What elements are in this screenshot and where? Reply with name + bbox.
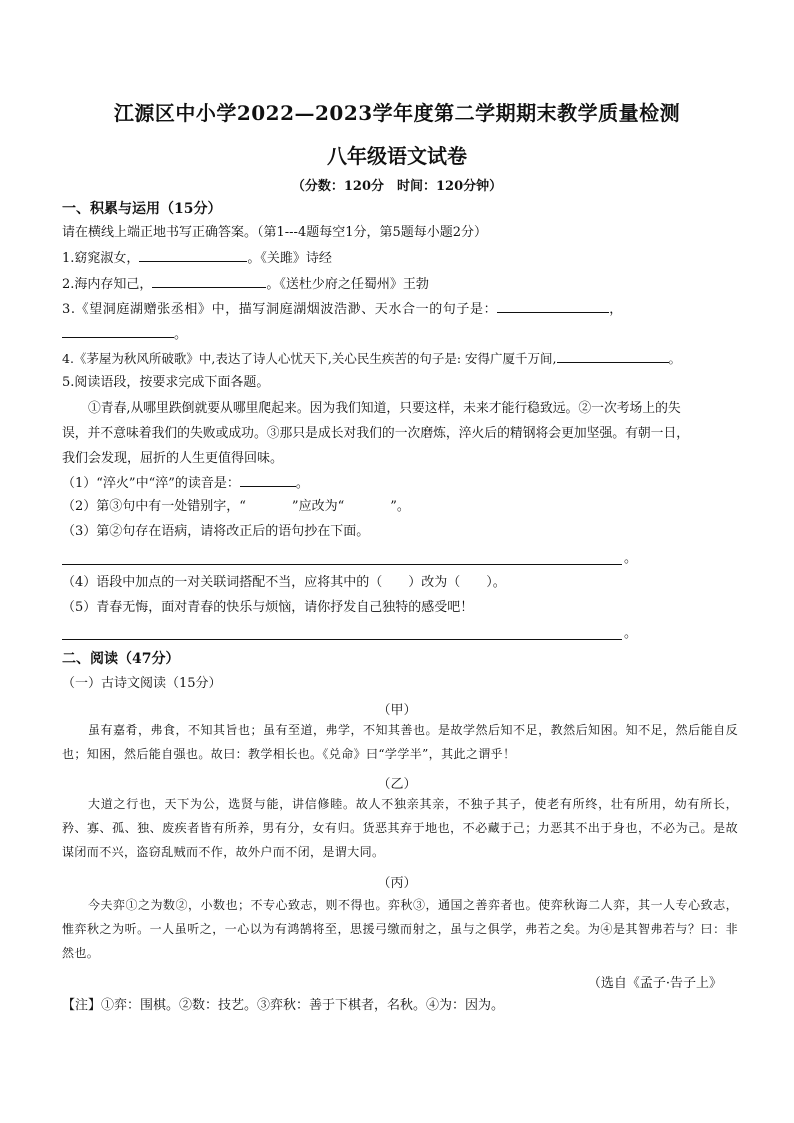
q3-answer-blank-2[interactable] <box>62 325 174 338</box>
q2-answer-blank[interactable] <box>152 275 266 288</box>
s2-prompt: （2）第③句中有一处错别字，“ <box>62 499 246 514</box>
part2-heading: 二、阅读（47分） <box>62 651 180 667</box>
passage-jia-label: （甲） <box>377 703 417 718</box>
question-4 <box>62 350 681 368</box>
question-5: 5.阅读语段，按要求完成下面各题。 <box>62 375 270 390</box>
passage-line-3: 我们会发现，屈折的人生更值得回味。 <box>62 451 284 466</box>
part1-instruction: 请在横线上端正地书写正确答案。（第1---4题每空1分，第5题每小题2分） <box>62 225 488 240</box>
q2-source: 。《送杜少府之任蜀州》王勃 <box>266 277 429 292</box>
q4-answer-blank[interactable] <box>557 350 669 363</box>
passage-line-1: ①青春,从哪里跌倒就要从哪里爬起来。因为我们知道，只要这样，未来才能行稳致远。②一次考场上的失 <box>88 401 681 416</box>
s1-answer-blank[interactable] <box>240 474 296 487</box>
question-3-cont <box>62 325 187 344</box>
s2-mid: ”应改为“ <box>291 499 345 514</box>
subq-1 <box>62 474 309 493</box>
subq-5: （5）青春无悔，面对青春的快乐与烦恼，请你抒发自己独特的感受吧！ <box>62 600 474 615</box>
question-1 <box>62 249 332 268</box>
passage-yi-label: （乙） <box>377 777 417 792</box>
question-3 <box>62 300 623 319</box>
answer-line-2[interactable] <box>62 639 622 640</box>
q1-source: 。《关雎》诗经 <box>247 251 332 266</box>
q1-prompt: 1.窈窕淑女， <box>62 251 140 266</box>
exam-title: 江源区中小学2022—2023学年度第二学期期末教学质量检测 <box>113 101 681 125</box>
answer-line-2-period: 。 <box>624 626 638 641</box>
q4-period: 。 <box>668 351 682 366</box>
passage-bing-text: 今夫弈①之为数②，小数也；不专心致志，则不得也。弈秋③，通国之善弈者也。使弈秋诲二人弈，其一人专心致志，惟弈秋之为听。一人虽听之，一心以为有鸿鹄将至，思援弓缴而射之，虽与之俱学，弗若之矣。为④是其智弗若与？曰：非然也。 <box>62 898 738 960</box>
subq-3: （3）第②句存在语病，请将改正后的语句抄在下面。 <box>62 524 370 539</box>
exam-subtitle: 八年级语文试卷 <box>327 144 467 168</box>
passage-yi-text: 大道之行也，天下为公，选贤与能，讲信修睦。故人不独亲其亲，不独子其子，使老有所终，壮有所用，幼有所长，矜、寡、孤、独、废疾者皆有所养，男有分，女有归。货恶其弃于地也，不必藏于己；力恶其不出于身也，不必为己。是故谋闭而不兴，盗窃乱贼而不作，故外户而不闭，是谓大同。 <box>62 797 738 859</box>
passage-bing-label: （丙） <box>377 876 417 891</box>
s2-end: ”。 <box>390 499 410 514</box>
s1-period: 。 <box>295 476 309 491</box>
q4-prompt: 4.《茅屋为秋风所破歌》中,表达了诗人心忧天下,关心民生疾苦的句子是: 安得广厦千万间, <box>62 351 557 366</box>
passage-source: （选自《孟子·告子上》 <box>587 976 722 991</box>
answer-line-1-period: 。 <box>624 551 638 566</box>
q3-answer-blank-1[interactable] <box>497 300 609 313</box>
q3-comma: ， <box>609 302 623 317</box>
question-2 <box>62 275 429 294</box>
q1-answer-blank[interactable] <box>139 249 247 262</box>
q3-period: 。 <box>174 327 188 342</box>
annotation-note: 【注】①弈：围棋。②数：技艺。③弈秋：善于下棋者，名秋。④为：因为。 <box>62 998 505 1013</box>
s1-prompt: （1）“淬火”中“淬”的读音是： <box>62 476 240 491</box>
score-time: （分数：120分 时间：120分钟） <box>291 179 503 194</box>
part2-sub-heading: （一）古诗文阅读（15分） <box>62 676 222 691</box>
subq-4: （4）语段中加点的一对关联词搭配不当，应将其中的（ ）改为（ ）。 <box>62 575 506 590</box>
part1-heading: 一、积累与运用（15分） <box>62 201 222 217</box>
q2-prompt: 2.海内存知己， <box>62 277 153 292</box>
passage-jia-text: 虽有嘉肴，弗食，不知其旨也；虽有至道，弗学，不知其善也。是故学然后知不足，教然后知困。知不足，然后能自反也；知困，然后能自强也。故曰：教学相长也。《兑命》曰“学学半”，其此之谓乎！ <box>62 723 738 761</box>
subq-2 <box>62 498 410 516</box>
answer-line-1[interactable] <box>62 564 622 565</box>
passage-line-2: 误，并不意味着我们的失败或成功。③那只是成长对我们的一次磨炼，淬火后的精钢将会更加坚强。有朝一日， <box>62 426 690 441</box>
q3-prompt: 3.《望洞庭湖赠张丞相》中，描写洞庭湖烟波浩渺、天水合一的句子是： <box>62 302 498 317</box>
